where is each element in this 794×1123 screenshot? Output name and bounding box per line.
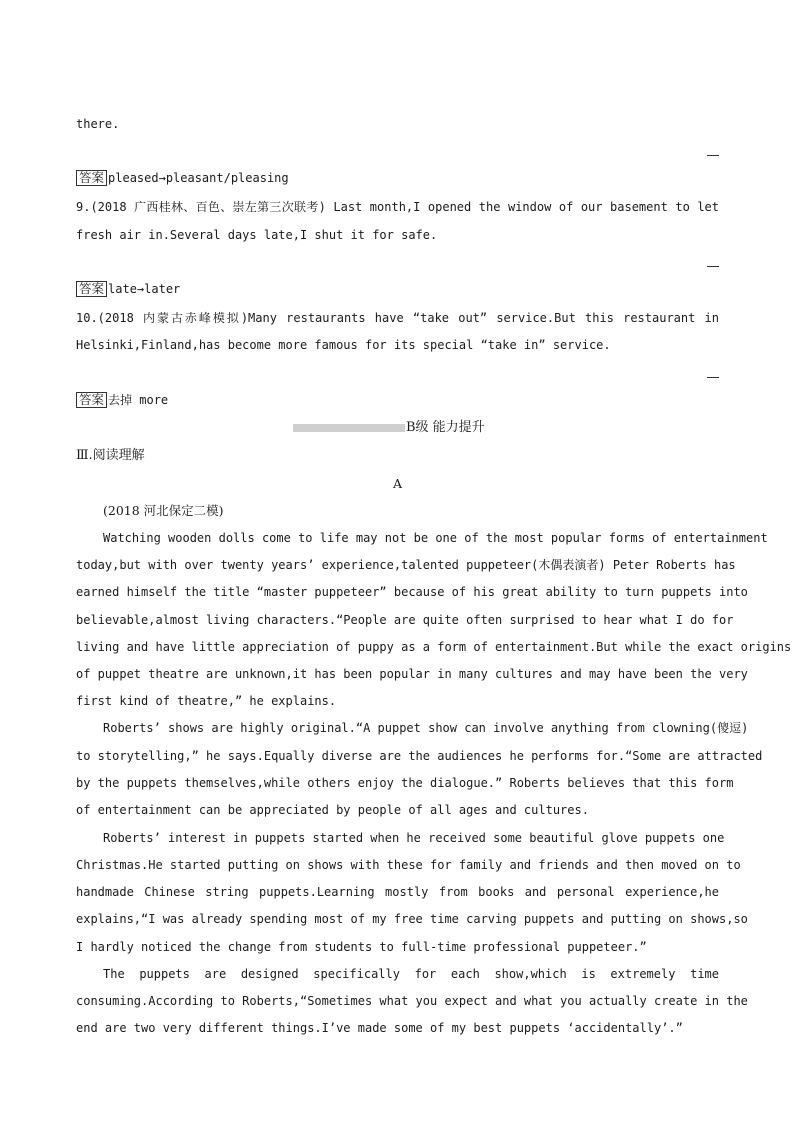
passage-line: The puppets are designed specifically for each show,which is extremely time <box>103 967 719 981</box>
passage-line: today,but with over twenty years’ experience,talented puppeteer(木偶表演者) Peter Roberts has <box>76 558 736 572</box>
answer-text: pleased→pleasant/pleasing <box>108 171 289 185</box>
blank-dash <box>707 266 719 267</box>
passage-line: handmade Chinese string puppets.Learning mostly from books and personal experience,he <box>76 885 719 899</box>
answer-text: 去掉 more <box>108 393 169 407</box>
blank-dash <box>707 155 719 156</box>
question-10-line-1: 10.(2018 内蒙古赤峰模拟)Many restaurants have “take out” service.But this restaurant in <box>76 311 719 325</box>
passage-line: Roberts’ shows are highly original.“A puppet show can involve anything from clowning(傻逗) <box>103 721 749 735</box>
answer-line <box>76 281 719 297</box>
passage-line: Watching wooden dolls come to life may not be one of the most popular forms of entertainment <box>103 531 768 545</box>
passage-line: explains,“I was already spending most of my free time carving puppets and putting on shows,so <box>76 912 748 926</box>
passage-line: I hardly noticed the change from students to full-time professional puppeteer.” <box>76 940 647 954</box>
level-heading: B级 能力提升 <box>406 420 485 435</box>
passage-line: Christmas.He started putting on shows with these for family and friends and then moved on to <box>76 858 741 872</box>
section-heading: Ⅲ.阅读理解 <box>76 448 145 463</box>
blank-dash <box>707 377 719 378</box>
question-9-line-1: 9.(2018 广西桂林、百色、崇左第三次联考) Last month,I opened the window of our basement to let <box>76 200 719 214</box>
answer-text: late→later <box>108 282 181 296</box>
passage-line: by the puppets themselves,while others enjoy the dialogue.” Roberts believes that this form <box>76 776 734 790</box>
text-line: there. <box>76 117 120 131</box>
passage-source: (2018 河北保定二模) <box>103 503 224 518</box>
passage-line: living and have little appreciation of puppy as a form of entertainment.But while the exact origins <box>76 640 792 654</box>
passage-line: earned himself the title “master puppeteer” because of his great ability to turn puppets into <box>76 585 748 599</box>
answer-label: 答案 <box>76 170 107 186</box>
passage-line: to storytelling,” he says.Equally diverse are the audiences he performs for.“Some are attracted <box>76 749 763 763</box>
level-heading-bar <box>293 424 405 432</box>
passage-line: consuming.According to Roberts,“Sometimes what you expect and what you actually create in the <box>76 994 748 1008</box>
answer-line <box>76 392 719 408</box>
answer-label: 答案 <box>76 281 107 297</box>
question-10-line-2: Helsinki,Finland,has become more famous for its special “take in” service. <box>76 338 611 352</box>
passage-line: of entertainment can be appreciated by people of all ages and cultures. <box>76 803 589 817</box>
answer-line <box>76 170 719 186</box>
passage-label: A <box>392 476 403 491</box>
answer-label: 答案 <box>76 392 107 408</box>
passage-line: believable,almost living characters.“People are quite often surprised to hear what I do for <box>76 613 734 627</box>
passage-line: first kind of theatre,” he explains. <box>76 694 337 708</box>
passage-line: of puppet theatre are unknown,it has been popular in many cultures and may have been the very <box>76 667 748 681</box>
passage-line: Roberts’ interest in puppets started when he received some beautiful glove puppets one <box>103 831 725 845</box>
passage-line: end are two very different things.I’ve made some of my best puppets ‘accidentally’.” <box>76 1021 683 1035</box>
question-9-line-2: fresh air in.Several days late,I shut it for safe. <box>76 228 438 242</box>
